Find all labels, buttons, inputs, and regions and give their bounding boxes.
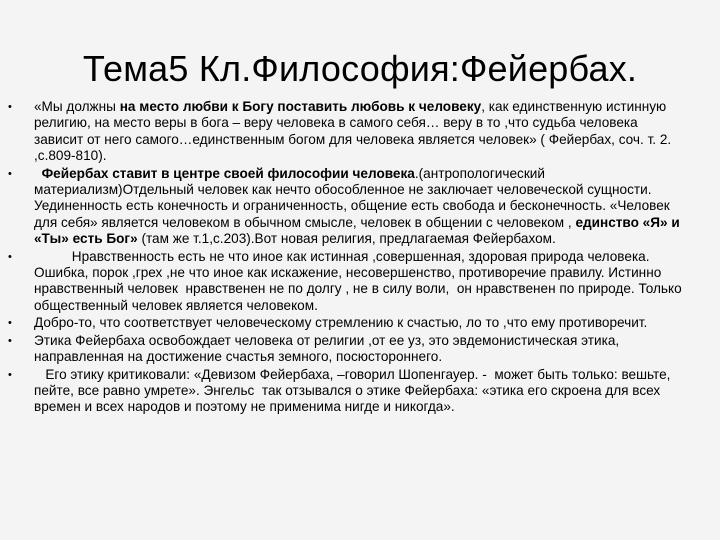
bullet-item bbox=[8, 165, 690, 248]
bullet-text-part: на место любви к Богу поставить любовь к человеку bbox=[119, 99, 482, 114]
bullet-text-part: Добро-то, что соответствует человеческому стремлению к счастью, ло то ,что ему противоречит. bbox=[34, 315, 648, 331]
bullet-item bbox=[8, 366, 690, 416]
bullet-text-part: «Мы должны bbox=[34, 99, 120, 114]
bullet-item bbox=[8, 315, 690, 331]
bullet-text bbox=[34, 367, 674, 415]
bullet-marker-icon: • bbox=[8, 368, 12, 381]
bullet-text-part: Этика Фейербаха освобождает человека от религии ,от ее уз, это эвдемонистическая этика, направленная на достижение счастья земного, посюстороннего. bbox=[34, 332, 620, 365]
bullet-text-part bbox=[34, 166, 42, 181]
bullet-marker-icon: • bbox=[8, 167, 12, 180]
slide-title: Тема5 Кл.Философия:Фейербах. bbox=[82, 48, 638, 89]
bullet-text bbox=[34, 166, 680, 247]
bullet-list bbox=[8, 99, 690, 416]
bullet-text bbox=[34, 333, 619, 364]
bullet-item bbox=[8, 99, 690, 165]
bullet-text-part: .(антропологический материализм)Отдельный человек как нечто обособленное не заключает человеческой сущности. Уединенность есть конечность и ограниченность, общение есть свобода и бесконечность. «Человек для себя» является человеком в обычном смысле, человек в общении с человеком , bbox=[34, 165, 670, 230]
bullet-marker-icon: • bbox=[8, 101, 12, 113]
bullet-text-part: (там же т.1,с.203).Вот новая религия, предлагаемая Фейербахом. bbox=[137, 231, 556, 247]
bullet-item bbox=[8, 248, 690, 315]
bullet-text-part: Фейербах ставит в центре своей философии человека bbox=[41, 165, 415, 181]
bullet-text-part: единство «Я» и «Ты» есть Бог» bbox=[34, 214, 680, 247]
bullet-text bbox=[34, 249, 685, 313]
bullet-marker-icon: • bbox=[8, 334, 12, 347]
bullet-marker-icon: • bbox=[8, 250, 12, 263]
bullet-text bbox=[34, 315, 647, 330]
bullet-text-part: Его этику критиковали: «Девизом Фейербаха, –говорил Шопенгауер. - может быть только: вешьте, пейте, все равно умрете». Энгельс так отзывался о этике Фейербаха: «этика его скроена для всех времен и всех народов и поэтому не применима нигде и никогда». bbox=[34, 366, 675, 415]
bullet-item bbox=[8, 332, 690, 366]
bullet-marker-icon: • bbox=[8, 317, 12, 330]
bullet-text-part: Нравственность есть не что иное как истинная ,совершенная, здоровая природа человека. Ошибка, порок ,грех ,не что иное как искажение, несовершенство, противоречие правилу. Истинно нравственный человек нравственен не по долгу , не в силу воли, он нравственен по природе. Только общественный человек является человеком. bbox=[34, 248, 686, 313]
bullet-text bbox=[34, 99, 671, 163]
bullet-text-part: , как единственную истинную религию, на место веры в бога – веру человека в самого себя… веру в то ,что судьба человека зависит от него самого…единственным богом для человека является человек» ( Фейербах, соч. т. 2. ,с.809-810). bbox=[34, 99, 672, 164]
